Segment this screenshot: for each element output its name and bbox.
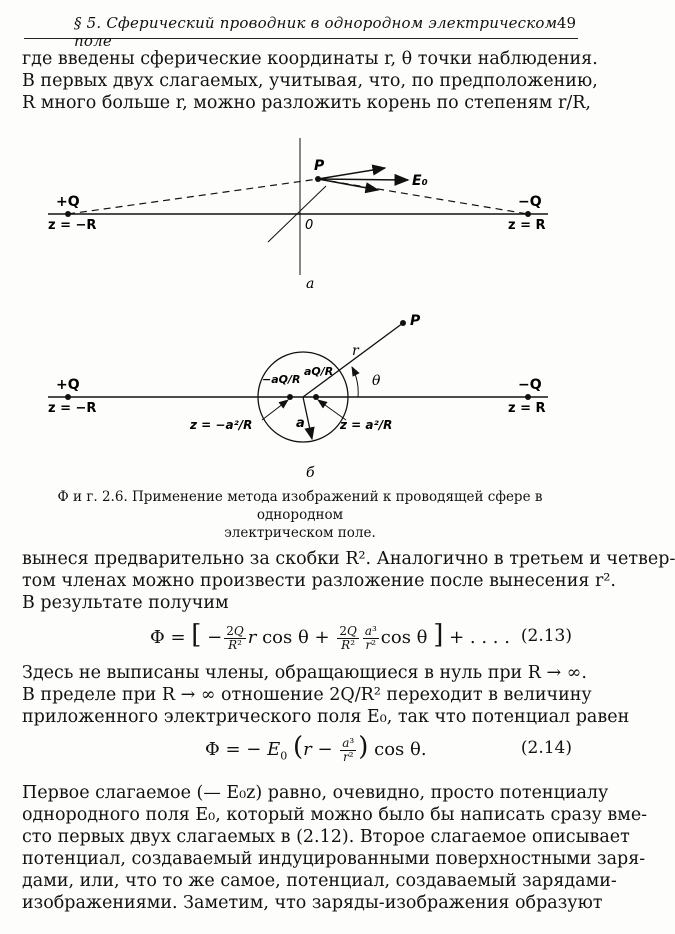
label-z-right: z = a²/R — [340, 418, 393, 432]
text-line: R много больше r, можно разложить корень по степеням r/R, — [22, 93, 591, 113]
text-line: потенциал, создаваемый индуцированными поверхностными заря- — [22, 849, 646, 869]
point-p — [400, 320, 406, 326]
radius-vector-r — [303, 323, 403, 397]
paragraph-2 — [22, 548, 675, 614]
label-a: a — [296, 416, 305, 431]
theta-arc — [352, 367, 358, 397]
panel-label-a: а — [306, 276, 315, 292]
label-z-left: z = −a²/R — [190, 418, 253, 432]
charge-minus — [525, 394, 531, 400]
figure-b — [0, 305, 600, 485]
figure-a — [0, 130, 600, 295]
field-arrow-lower — [318, 179, 378, 190]
label-r: r — [352, 343, 359, 359]
field-arrow-e0 — [318, 179, 408, 180]
running-header — [24, 12, 578, 50]
image-charge-right — [313, 394, 319, 400]
charge-minus — [525, 211, 531, 217]
label-z-r: z = R — [508, 401, 546, 416]
charge-plus — [65, 394, 71, 400]
text-line: В результате получим — [22, 593, 229, 613]
label-p: P — [314, 158, 325, 174]
header-title: § 5. Сферический проводник в однородном электрическом поле — [74, 14, 558, 50]
caption-line: Ф и г. 2.6. Применение метода изображений к проводящей сфере в однородном — [57, 489, 543, 523]
equation-2-14: Φ = − $E_0$ (r − $\frac{\text{a³}}{\text{r²}}$ ) cos θ. — [205, 732, 427, 764]
image-charge-left — [287, 394, 293, 400]
text-line: том членах можно произвести разложение после вынесения r². — [22, 571, 616, 591]
equation-number: (2.14) — [520, 738, 572, 758]
paragraph-1 — [22, 48, 598, 114]
page-number: 49 — [556, 14, 576, 32]
pointer-right — [318, 400, 346, 420]
equation-number: (2.13) — [520, 626, 572, 646]
text-line: вынеся предварительно за скобки R². Аналогично в третьем и четвер- — [22, 549, 675, 569]
label-plus-q: +Q — [56, 377, 80, 393]
text-line: Здесь не выписаны члены, обращающиеся в нуль при R → ∞. — [22, 663, 587, 683]
text-line: однородного поля E₀, который можно было бы написать сразу вме- — [22, 805, 648, 825]
text-line: приложенного электрического поля E₀, так что потенциал равен — [22, 707, 630, 727]
text-line: дами, или, что то же самое, потенциал, создаваемый зарядами- — [22, 871, 617, 891]
label-e0: E₀ — [412, 173, 428, 189]
label-z-r: z = R — [508, 218, 546, 233]
label-z-minus-r: z = −R — [48, 401, 97, 416]
text-line: В пределе при R → ∞ отношение 2Q/R² переходит в величину — [22, 685, 592, 705]
caption-line: электрическом поле. — [224, 525, 376, 541]
label-theta: θ — [372, 373, 381, 389]
label-minus-q: −Q — [518, 377, 542, 393]
label-minus-q: −Q — [518, 194, 542, 210]
label-origin: 0 — [305, 218, 314, 233]
label-aq-r-right: aQ/R — [304, 365, 334, 378]
paragraph-4 — [22, 782, 648, 914]
text-line: Первое слагаемое (— E₀z) равно, очевидно, просто потенциалу — [22, 783, 609, 803]
label-aq-r-left: −aQ/R — [262, 373, 301, 386]
label-plus-q: +Q — [56, 194, 80, 210]
dashed-line-left — [68, 179, 318, 214]
pointer-left — [262, 400, 288, 420]
text-line: сто первых двух слагаемых в (2.12). Второе слагаемое описывает — [22, 827, 630, 847]
field-arrow-upper — [318, 168, 385, 179]
panel-label-b: б — [306, 465, 315, 481]
text-line: изображениями. Заметим, что заряды-изображения образуют — [22, 893, 603, 913]
equation-2-13: Φ = [ − $\frac{2Q}{\text{R²}}$ r cos θ + $\frac{2Q}{\text{R²}}$ $\frac{\text{a³}}{\text{r²}}$ cos θ ] + . . . . — [150, 620, 510, 652]
label-p: P — [410, 313, 421, 329]
figure-caption — [30, 488, 570, 542]
text-line: В первых двух слагаемых, учитывая, что, по предположению, — [22, 71, 598, 91]
label-z-minus-r: z = −R — [48, 218, 97, 233]
text-line: где введены сферические координаты r, θ точки наблюдения. — [22, 49, 598, 69]
paragraph-3 — [22, 662, 630, 728]
charge-plus — [65, 211, 71, 217]
